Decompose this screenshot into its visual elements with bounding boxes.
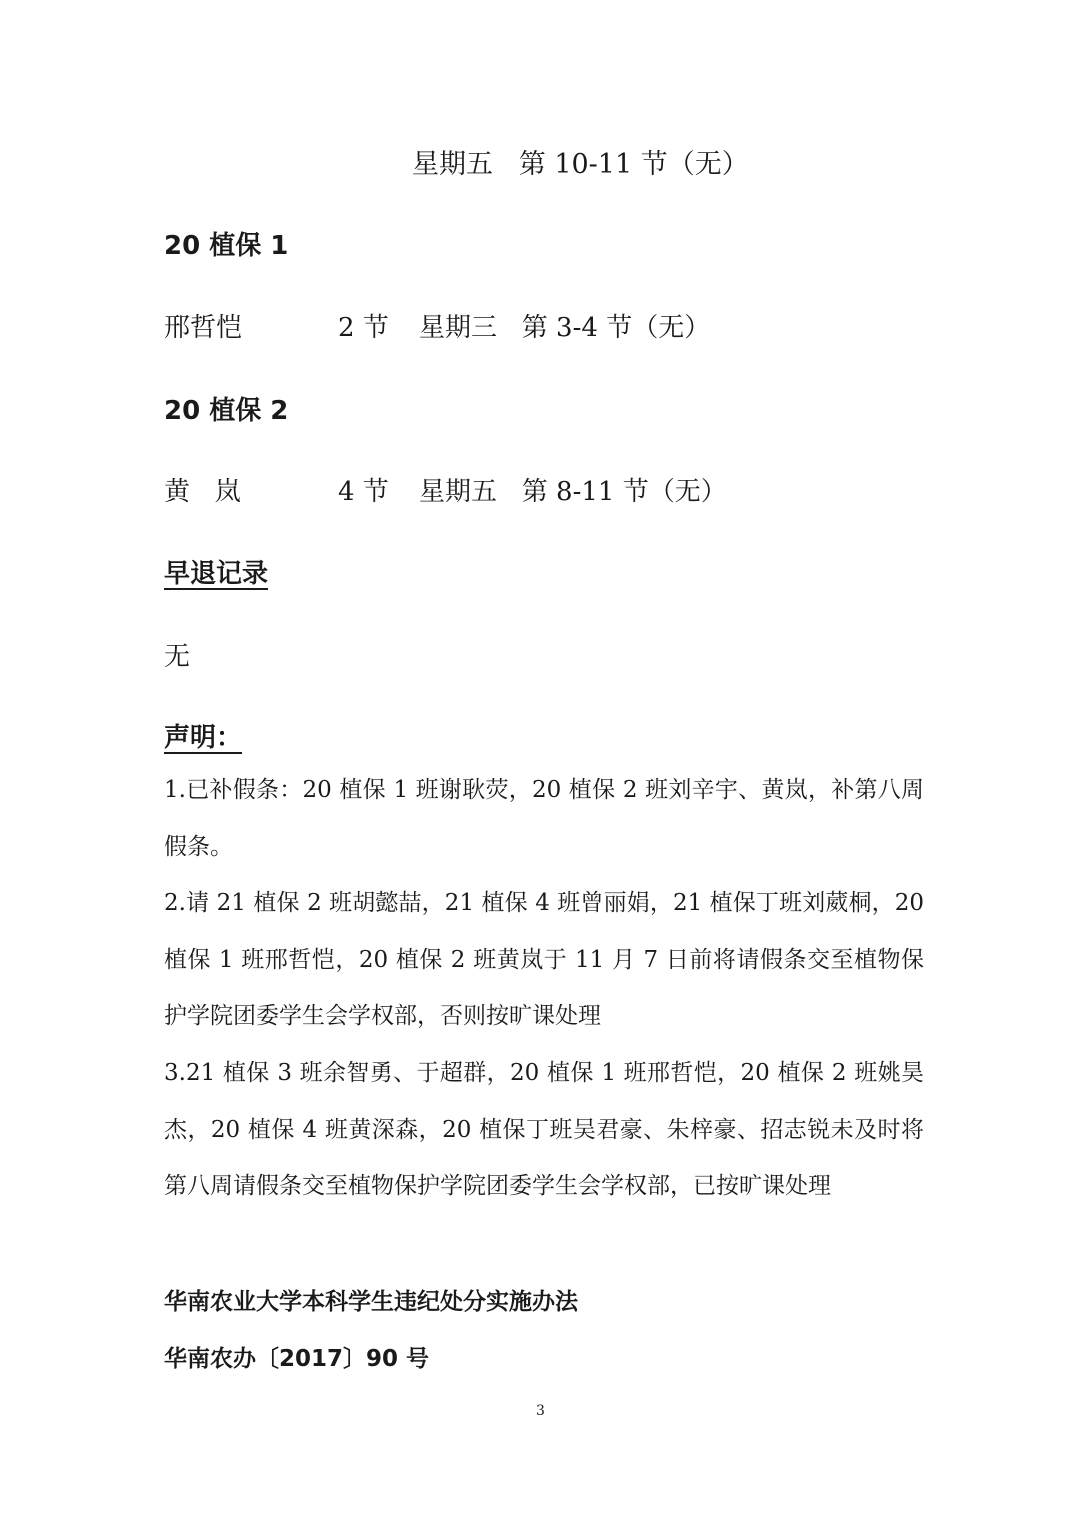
statement-item-3: 3.21 植保 3 班余智勇、于超群，20 植保 1 班邢哲恺，20 植保 2 班姚昊杰，20 植保 4 班黄深森，20 植保丁班吴君豪、朱梓豪、招志锐未及时将第八周请假条交至植物保护学院团委学生会学权部，已按旷课处理	[164, 1060, 924, 1199]
early-leave-content: 无	[164, 642, 191, 672]
early-leave-heading: 早退记录	[164, 559, 269, 589]
class2-heading: 20 植保 2	[164, 396, 289, 426]
class1-hours: 2 节	[338, 313, 389, 343]
statement-item-1: 1.已补假条：20 植保 1 班谢耿荧，20 植保 2 班刘辛宇、黄岚，补第八周假条。	[164, 777, 924, 860]
regulation-title: 华南农业大学本科学生违纪处分实施办法	[164, 1289, 578, 1315]
class1-student-name: 邢哲恺	[164, 313, 243, 343]
class2-detail: 星期五 第 8-11 节（无）	[419, 477, 727, 507]
class2-hours: 4 节	[338, 477, 389, 507]
class2-student-name: 黄 岚	[164, 477, 241, 507]
class1-heading: 20 植保 1	[164, 231, 289, 261]
class1-detail: 星期三 第 3-4 节（无）	[419, 313, 711, 343]
session-header: 星期五 第 10-11 节（无）	[412, 149, 749, 180]
statement-item-2: 2.请 21 植保 2 班胡懿喆，21 植保 4 班曾丽娟，21 植保丁班刘葳桐，20 植保 1 班邢哲恺，20 植保 2 班黄岚于 11 月 7 日前将请假条交至植物保护学院团委学生会学权部，否则按旷课处理	[164, 890, 924, 1029]
statement-heading: 声明：	[164, 723, 243, 753]
page-number: 3	[536, 1403, 545, 1419]
regulation-doc-number: 华南农办〔2017〕90 号	[164, 1346, 430, 1372]
